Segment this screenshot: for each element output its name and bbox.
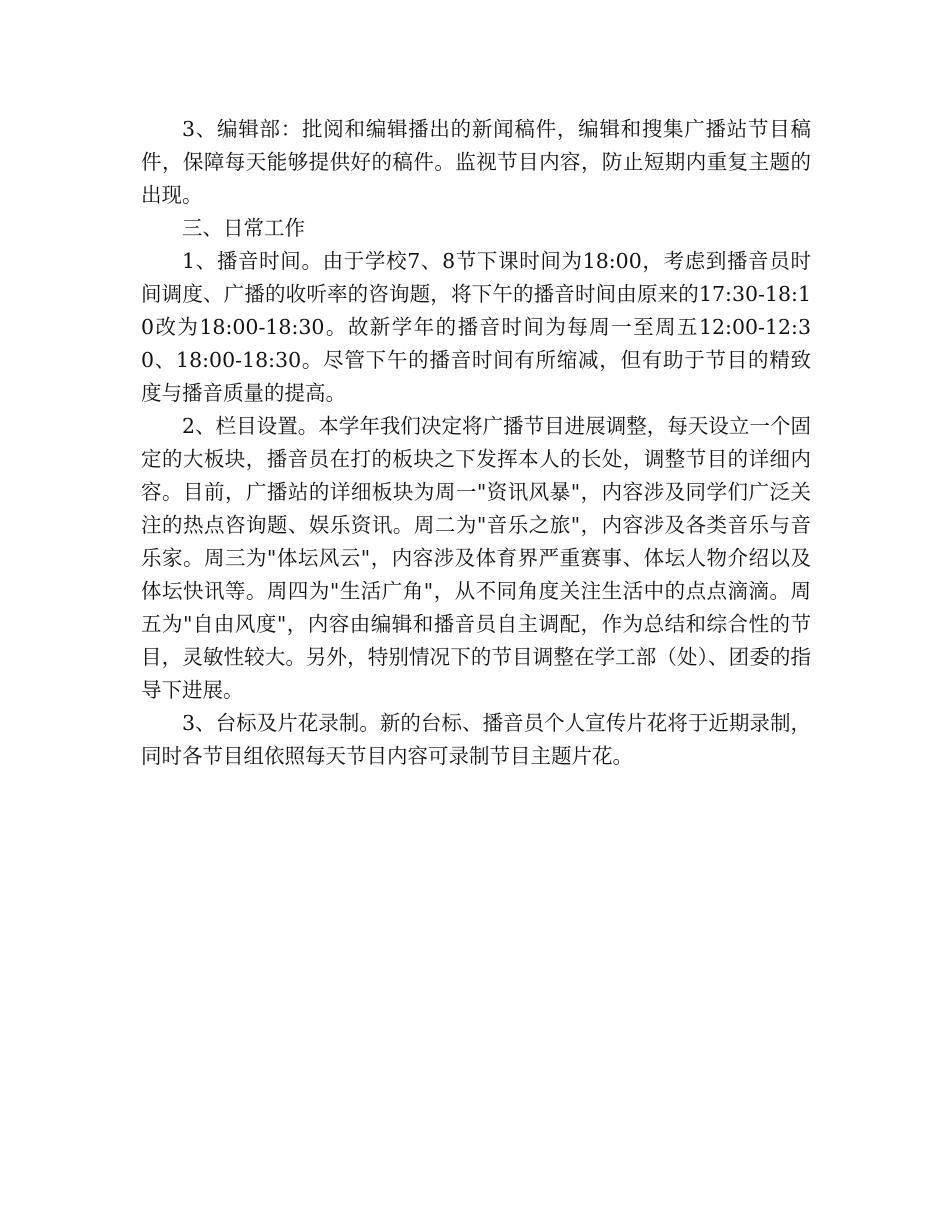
document-body	[141, 113, 811, 773]
section-heading-daily-work: 三、日常工作	[182, 216, 305, 240]
paragraph-program-setup: 2、栏目设置。本学年我们决定将广播节目进展调整，每天设立一个固定的大板块，播音员在打的板块之下发挥本人的长处，调整节目的详细内容。目前，广播站的详细板块为周一"资讯风暴"，内容涉及同学们广泛关注的热点咨询题、娱乐资讯。周二为"音乐之旅"，内容涉及各类音乐与音乐家。周三为"体坛风云"，内容涉及体育界严重赛事、体坛人物介绍以及体坛快讯等。周四为"生活广角"，从不同角度关注生活中的点点滴滴。周五为"自由风度"，内容由编辑和播音员自主调配，作为总结和综合性的节目，灵敏性较大。另外，特别情况下的节目调整在学工部（处）、团委的指导下进展。	[141, 414, 811, 702]
paragraph-editorial-dept: 3、编辑部：批阅和编辑播出的新闻稿件，编辑和搜集广播站节目稿件，保障每天能够提供好的稿件。监视节目内容，防止短期内重复主题的出现。	[141, 117, 811, 207]
paragraph-station-logo-recording: 3、台标及片花录制。新的台标、播音员个人宣传片花将于近期录制，同时各节目组依照每天节目内容可录制节目主题片花。	[141, 711, 811, 768]
paragraph-broadcast-time: 1、播音时间。由于学校7、8节下课时间为18:00，考虑到播音员时间调度、广播的收听率的咨询题，将下午的播音时间由原来的17:30-18:10改为18:00-18:30。故新学年的播音时间为每周一至周五12:00-12:30、18:00-18:30。尽管下午的播音时间有所缩减，但有助于节目的精致度与播音质量的提高。	[141, 249, 811, 405]
